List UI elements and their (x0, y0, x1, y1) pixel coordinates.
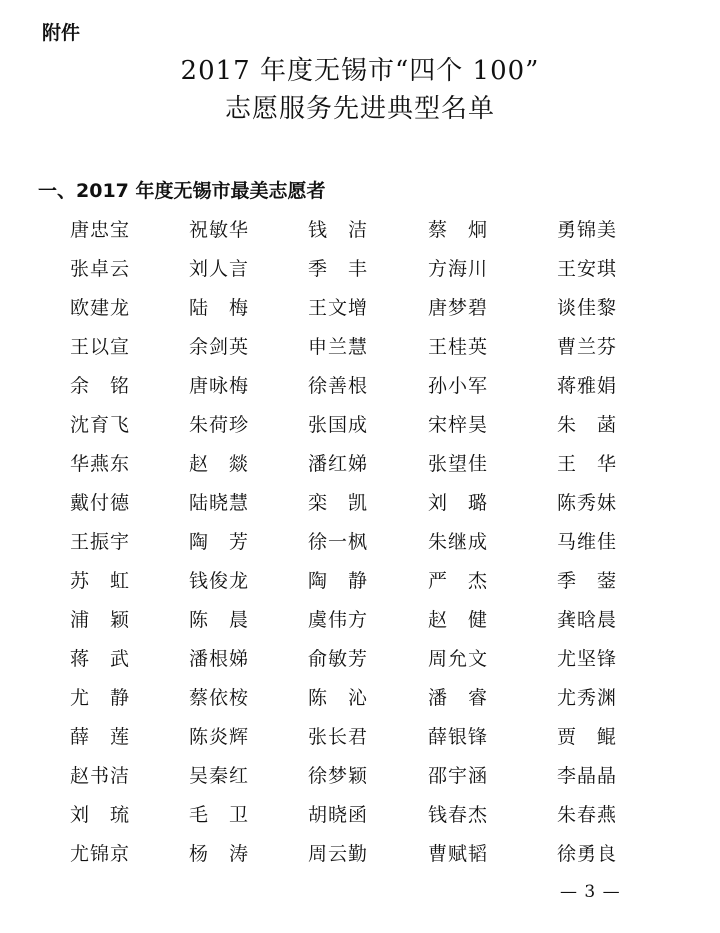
volunteer-name: 戴付德 (69, 492, 130, 514)
volunteer-name: 周允文 (427, 648, 488, 670)
name-row (0, 328, 720, 367)
volunteer-name: 薛银锋 (427, 726, 488, 748)
name-row (0, 250, 720, 289)
volunteer-name: 陶 静 (307, 570, 368, 592)
volunteer-name: 胡晓函 (307, 804, 368, 826)
volunteer-name: 张望佳 (427, 453, 488, 475)
name-row (0, 484, 720, 523)
volunteer-name: 陆晓慧 (188, 492, 249, 514)
volunteer-name: 徐一枫 (307, 531, 368, 553)
volunteer-name: 蒋 武 (69, 648, 130, 670)
volunteer-name: 吴秦红 (188, 765, 249, 787)
volunteer-name: 徐勇良 (556, 843, 617, 865)
volunteer-name: 唐梦碧 (427, 297, 488, 319)
volunteer-name: 潘红娣 (307, 453, 368, 475)
volunteer-name: 谈佳黎 (556, 297, 617, 319)
volunteer-name: 周云勤 (307, 843, 368, 865)
volunteer-name: 朱荷珍 (188, 414, 249, 436)
volunteer-name: 陆 梅 (188, 297, 249, 319)
volunteer-name: 申兰慧 (307, 336, 368, 358)
volunteer-name: 王振宇 (69, 531, 130, 553)
volunteer-name: 陈炎辉 (188, 726, 249, 748)
name-row (0, 406, 720, 445)
name-row (0, 718, 720, 757)
volunteer-name: 严 杰 (427, 570, 488, 592)
volunteer-name: 钱 洁 (307, 219, 368, 241)
name-row (0, 211, 720, 250)
volunteer-name: 苏 虹 (69, 570, 130, 592)
volunteer-name: 孙小军 (427, 375, 488, 397)
volunteer-name: 唐忠宝 (69, 219, 130, 241)
volunteer-name: 邵宇涵 (427, 765, 488, 787)
name-row (0, 796, 720, 835)
volunteer-name: 尤秀渊 (556, 687, 617, 709)
document-title-line-1: 2017 年度无锡市“四个 100” (180, 56, 540, 86)
volunteer-name: 刘 琉 (69, 804, 130, 826)
volunteer-name: 钱俊龙 (188, 570, 249, 592)
volunteer-name: 曹赋韬 (427, 843, 488, 865)
volunteer-name: 王安琪 (556, 258, 617, 280)
volunteer-name: 陈秀妹 (556, 492, 617, 514)
volunteer-name: 张长君 (307, 726, 368, 748)
volunteer-name: 蔡 炯 (427, 219, 488, 241)
volunteer-name: 唐咏梅 (188, 375, 249, 397)
volunteer-name: 华燕东 (69, 453, 130, 475)
volunteer-name: 赵 燚 (188, 453, 249, 475)
volunteer-name: 李晶晶 (556, 765, 617, 787)
volunteer-name: 尤 静 (69, 687, 130, 709)
name-row (0, 562, 720, 601)
volunteer-name: 毛 卫 (188, 804, 249, 826)
volunteer-name: 徐善根 (307, 375, 368, 397)
section-heading: 一、2017 年度无锡市最美志愿者 (38, 180, 326, 202)
volunteer-name: 栾 凯 (307, 492, 368, 514)
name-row (0, 601, 720, 640)
name-row (0, 640, 720, 679)
volunteer-name: 虞伟方 (307, 609, 368, 631)
volunteer-name: 潘 睿 (427, 687, 488, 709)
volunteer-name: 蒋雅娟 (556, 375, 617, 397)
volunteer-name: 王以宣 (69, 336, 130, 358)
volunteer-name: 尤锦京 (69, 843, 130, 865)
name-row (0, 835, 720, 874)
volunteer-name: 徐梦颖 (307, 765, 368, 787)
volunteer-name: 刘人言 (188, 258, 249, 280)
volunteer-name: 余剑英 (188, 336, 249, 358)
volunteer-name: 沈育飞 (69, 414, 130, 436)
volunteer-name: 张卓云 (69, 258, 130, 280)
attachment-label: 附件 (42, 22, 81, 44)
volunteer-name: 方海川 (427, 258, 488, 280)
volunteer-name: 王桂英 (427, 336, 488, 358)
volunteer-name: 祝敏华 (188, 219, 249, 241)
volunteer-name: 赵书洁 (69, 765, 130, 787)
volunteer-name: 张国成 (307, 414, 368, 436)
volunteer-name: 浦 颖 (69, 609, 130, 631)
volunteer-name: 薛 莲 (69, 726, 130, 748)
volunteer-name-list (0, 211, 720, 874)
volunteer-name: 余 铭 (69, 375, 130, 397)
name-row (0, 523, 720, 562)
volunteer-name: 潘根娣 (188, 648, 249, 670)
volunteer-name: 刘 璐 (427, 492, 488, 514)
volunteer-name: 陶 芳 (188, 531, 249, 553)
document-title-line-2: 志愿服务先进典型名单 (224, 94, 495, 124)
volunteer-name: 王文增 (307, 297, 368, 319)
volunteer-name: 钱春杰 (427, 804, 488, 826)
volunteer-name: 季 蓥 (556, 570, 617, 592)
page-number: — 3 — (560, 882, 621, 902)
volunteer-name: 曹兰芬 (556, 336, 617, 358)
volunteer-name: 陈 沁 (307, 687, 368, 709)
volunteer-name: 朱继成 (427, 531, 488, 553)
name-row (0, 757, 720, 796)
volunteer-name: 勇锦美 (556, 219, 617, 241)
volunteer-name: 赵 健 (427, 609, 488, 631)
volunteer-name: 宋梓昊 (427, 414, 488, 436)
volunteer-name: 欧建龙 (69, 297, 130, 319)
volunteer-name: 朱 菡 (556, 414, 617, 436)
volunteer-name: 陈 晨 (188, 609, 249, 631)
volunteer-name: 蔡依桉 (188, 687, 249, 709)
volunteer-name: 王 华 (556, 453, 617, 475)
volunteer-name: 季 丰 (307, 258, 368, 280)
name-row (0, 679, 720, 718)
volunteer-name: 马维佳 (556, 531, 617, 553)
volunteer-name: 龚晗晨 (556, 609, 617, 631)
volunteer-name: 杨 涛 (188, 843, 249, 865)
name-row (0, 445, 720, 484)
volunteer-name: 俞敏芳 (307, 648, 368, 670)
name-row (0, 367, 720, 406)
volunteer-name: 朱春燕 (556, 804, 617, 826)
volunteer-name: 贾 鲲 (556, 726, 617, 748)
name-row (0, 289, 720, 328)
volunteer-name: 尤坚锋 (556, 648, 617, 670)
